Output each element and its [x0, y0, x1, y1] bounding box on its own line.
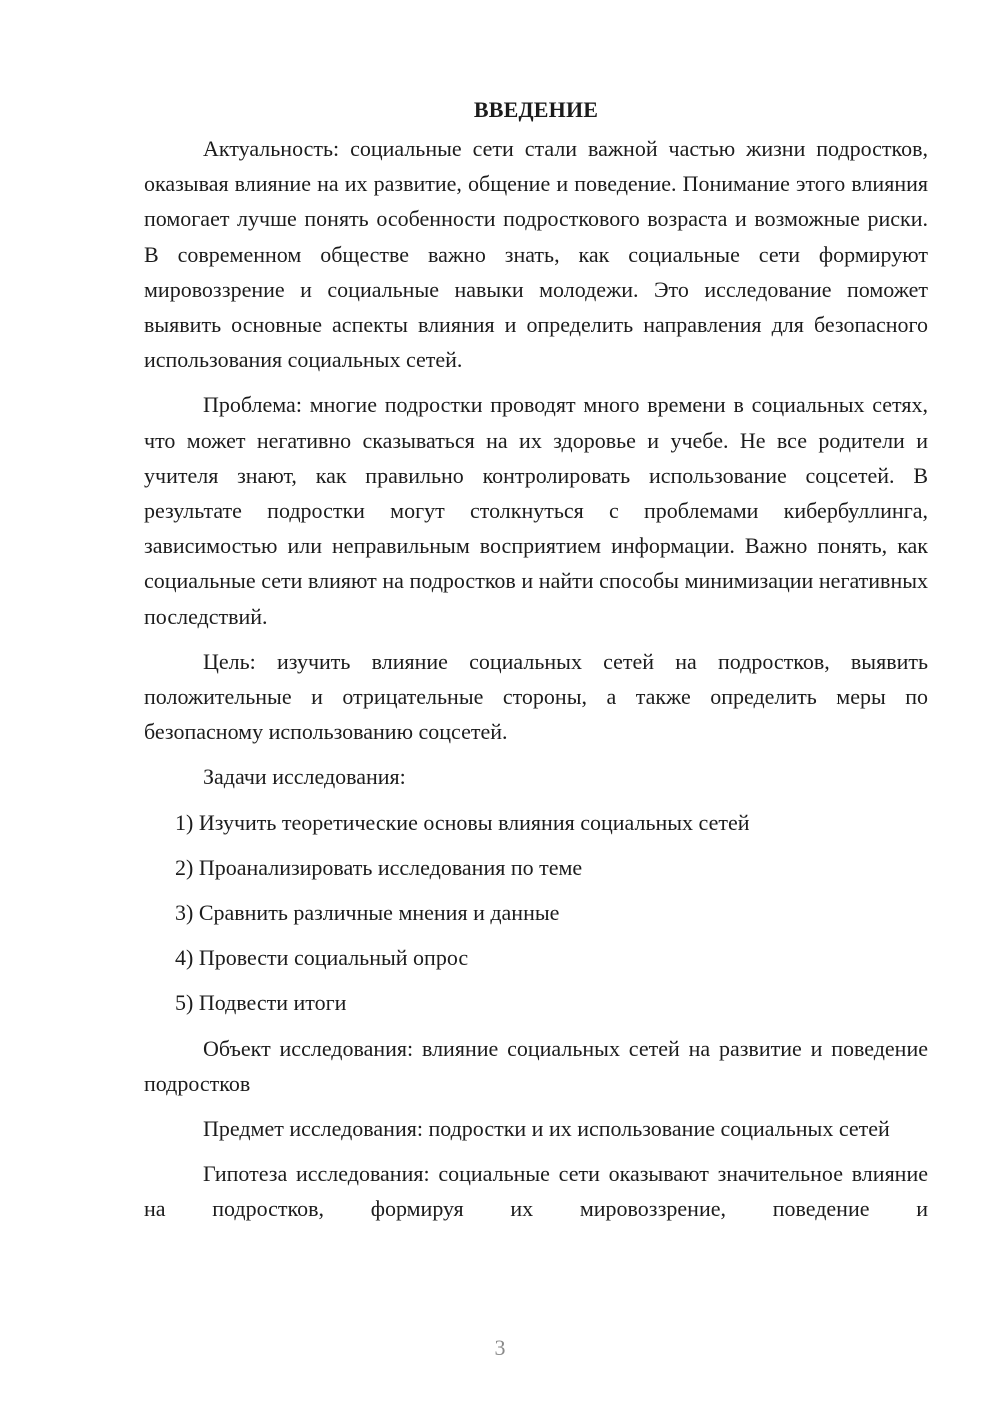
- page-title: ВВЕДЕНИЕ: [473, 97, 599, 122]
- paragraph-subject: Предмет исследования: подростки и их использование социальных сетей: [203, 1116, 890, 1142]
- tasks-list: [144, 805, 928, 1021]
- task-item: 3) Сравнить различные мнения и данные: [175, 900, 560, 926]
- task-item: 5) Подвести итоги: [175, 990, 347, 1016]
- task-item: 2) Проанализировать исследования по теме: [175, 854, 583, 880]
- page-number: 3: [494, 1335, 506, 1360]
- task-item: 4) Провести социальный опрос: [175, 945, 469, 971]
- paragraph-relevance: Актуальность: социальные сети стали важной частью жизни подростков, оказывая влияние на их развитие, общение и поведение. Понимание этого влияния помогает лучше понять особенности подросткового возраста и возможные риски. В современном обществе важно знать, как социальные сети формируют мировоззрение и социальные навыки молодежи. Это исследование поможет выявить основные аспекты влияния и определить направления для безопасного использования социальных сетей.: [144, 136, 928, 373]
- tasks-heading: Задачи исследования:: [203, 764, 406, 790]
- paragraph-hypothesis: Гипотеза исследования: социальные сети оказывают значительное влияние на подростков, формируя их мировоззрение, поведение и: [144, 1161, 928, 1222]
- document-page: [144, 92, 928, 1227]
- task-item: 1) Изучить теоретические основы влияния социальных сетей: [175, 809, 750, 835]
- paragraph-goal: Цель: изучить влияние социальных сетей на подростков, выявить положительные и отрицательные стороны, а также определить меры по безопасному использованию соцсетей.: [144, 648, 928, 745]
- paragraph-object: Объект исследования: влияние социальных сетей на развитие и поведение подростков: [144, 1035, 928, 1096]
- paragraph-problem: Проблема: многие подростки проводят много времени в социальных сетях, что может негативно сказываться на их здоровье и учебе. Не все родители и учителя знают, как правильно контролировать использование соцсетей. В результате подростки могут столкнуться с проблемами кибербуллинга, зависимостью или неправильным восприятием информации. Важно понять, как социальные сети влияют на подростков и найти способы минимизации негативных последствий.: [144, 392, 928, 629]
